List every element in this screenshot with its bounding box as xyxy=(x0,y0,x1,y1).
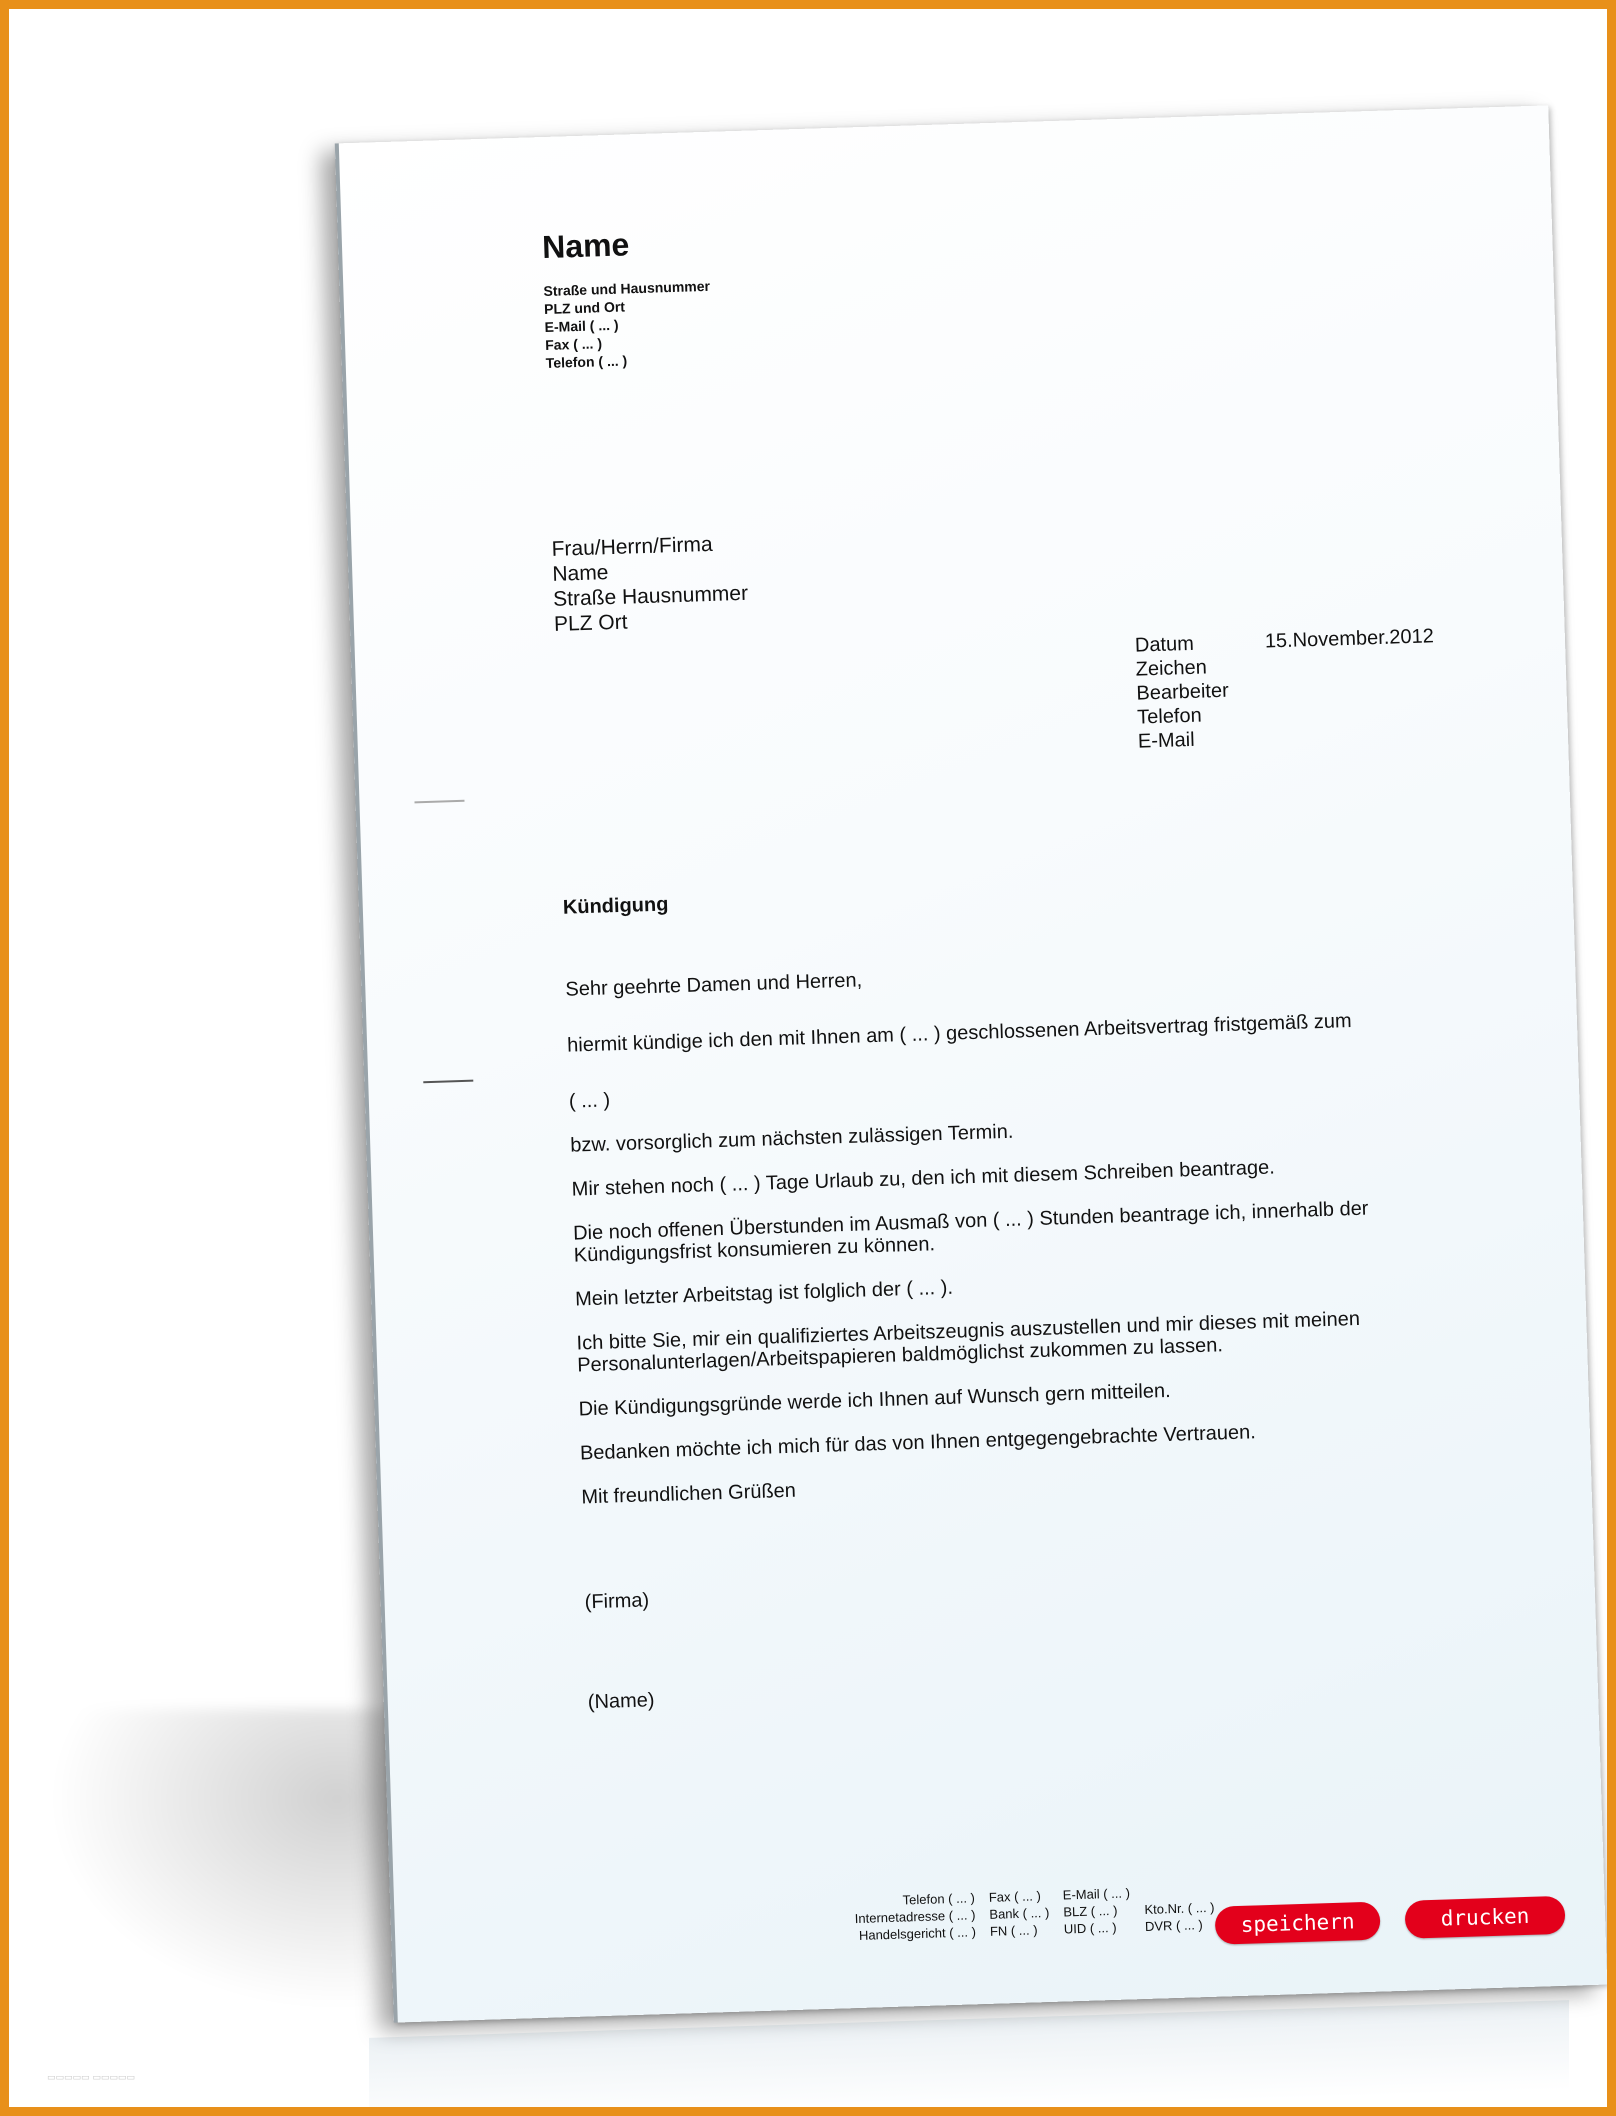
punch-mark xyxy=(423,1080,473,1084)
sender-city: PLZ und Ort xyxy=(543,298,626,318)
sender-email: E-Mail ( ... ) xyxy=(544,316,619,336)
stage xyxy=(9,9,1616,2116)
info-label: E-Mail xyxy=(1137,728,1195,753)
footer-blz: BLZ ( ... ) xyxy=(1063,1902,1118,1920)
page-shadow xyxy=(49,1709,409,2009)
letter-subject: Kündigung xyxy=(562,893,669,919)
body-paragraph: ( ... ) xyxy=(568,1089,611,1113)
letter-page xyxy=(335,105,1607,2022)
sender-address xyxy=(543,277,712,372)
body-paragraph: Ich bitte Sie, mir ein qualifiziertes Arbeitszeugnis auszustellen und mir dieses mit meinen Personalunterlagen/Arbeitspapieren baldmöglichst zukommen zu lassen. xyxy=(576,1307,1361,1377)
footer-email: E-Mail ( ... ) xyxy=(1062,1885,1131,1903)
closing: Mit freundlichen Grüßen xyxy=(581,1479,797,1509)
body-paragraph: bzw. vorsorglich zum nächsten zulässigen Termin. xyxy=(570,1120,1014,1157)
footer-fn: FN ( ... ) xyxy=(989,1922,1038,1939)
info-label: Bearbeiter xyxy=(1136,679,1230,705)
recipient-address xyxy=(551,531,749,637)
footer-court: Handelsgericht ( ... ) xyxy=(858,1924,977,1943)
save-button[interactable]: speichern xyxy=(1215,1902,1381,1945)
company-signature: (Firma) xyxy=(584,1589,650,1614)
body-paragraph: Mir stehen noch ( ... ) Tage Urlaub zu, den ich mit diesem Schreiben beantrage. xyxy=(571,1156,1276,1201)
sender-name: Name xyxy=(541,226,630,266)
print-button[interactable]: drucken xyxy=(1404,1896,1565,1939)
recipient-line: Name xyxy=(552,561,609,586)
info-label: Zeichen xyxy=(1135,656,1208,681)
info-label: Telefon xyxy=(1136,704,1203,729)
footer-column xyxy=(1063,1884,1132,1937)
sender-phone: Telefon ( ... ) xyxy=(545,352,628,372)
sender-street: Straße und Hausnummer xyxy=(543,277,711,300)
recipient-line: PLZ Ort xyxy=(553,610,628,636)
info-label: Datum xyxy=(1134,632,1195,657)
footer-column xyxy=(854,1889,976,1944)
footer-column xyxy=(1144,1882,1216,1935)
recipient-line: Straße Hausnummer xyxy=(552,581,749,611)
footer-bank: Bank ( ... ) xyxy=(989,1904,1050,1922)
salutation: Sehr geehrte Damen und Herren, xyxy=(565,969,863,1001)
letter-body xyxy=(565,954,1382,1531)
body-paragraph: Die noch offenen Überstunden im Ausmaß von ( ... ) Stunden beantrage ich, innerhalb der Kündigungsfrist konsumieren zu können. xyxy=(572,1197,1369,1267)
footer-dvr: DVR ( ... ) xyxy=(1144,1917,1203,1934)
fold-mark xyxy=(414,800,464,804)
footer-fax: Fax ( ... ) xyxy=(988,1888,1042,1905)
date-value: 15.November.2012 xyxy=(1264,625,1435,653)
footer-website: Internetadresse ( ... ) xyxy=(854,1907,976,1927)
reference-block xyxy=(1135,624,1438,753)
sender-fax: Fax ( ... ) xyxy=(544,335,603,354)
footer-phone: Telefon ( ... ) xyxy=(902,1890,976,1908)
footer-column xyxy=(989,1887,1051,1940)
body-paragraph: Mein letzter Arbeitstag ist folglich der ( ... ). xyxy=(574,1276,954,1311)
footer-uid: UID ( ... ) xyxy=(1063,1919,1117,1937)
body-paragraph: hiermit kündige ich den mit Ihnen am ( ... ) geschlossenen Arbeitsvertrag fristgemäß zum xyxy=(566,1010,1352,1057)
footer-account: Kto.Nr. ( ... ) xyxy=(1144,1899,1215,1917)
signer-name: (Name) xyxy=(587,1689,655,1714)
body-paragraph: Die Kündigungsgründe werde ich Ihnen auf Wunsch gern mitteilen. xyxy=(578,1379,1171,1421)
recipient-line: Frau/Herrn/Firma xyxy=(551,532,713,561)
body-paragraph: Bedanken möchte ich mich für das von Ihnen entgegengebrachte Vertrauen. xyxy=(579,1421,1257,1465)
watermark-logo: ▭▭▭▭▭ ▭▭▭▭▭ xyxy=(47,2073,135,2083)
letter-footer xyxy=(854,1882,1215,1944)
